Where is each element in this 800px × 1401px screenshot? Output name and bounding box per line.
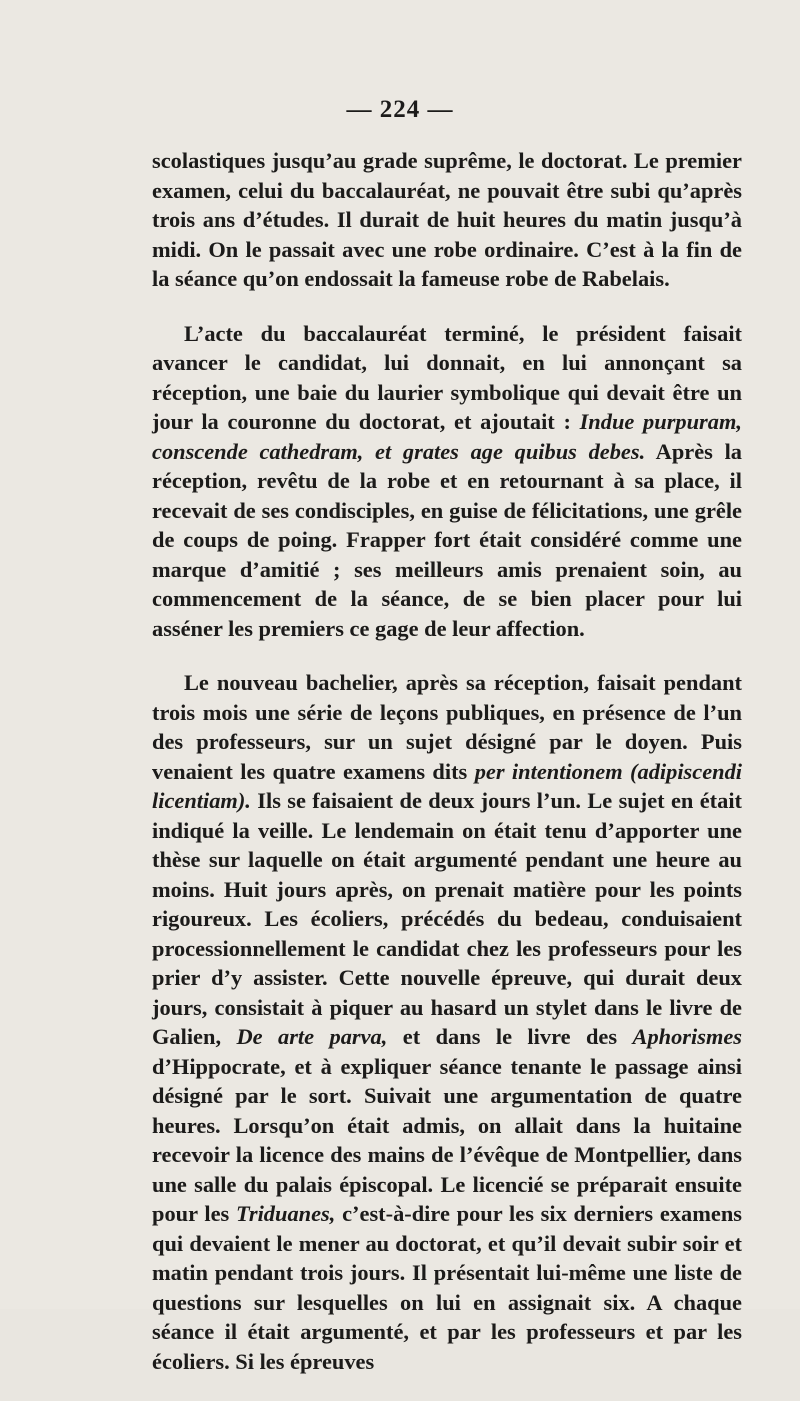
body-text bbox=[152, 146, 742, 1401]
page-number: — 224 — bbox=[346, 96, 454, 123]
paragraph-3 bbox=[152, 668, 742, 1376]
paragraph-3-text-e: c’est-à-dire pour les six derniers examens qui devaient le mener au doctorat, et qu’il devait subir soir et matin pendant trois jours. Il présentait lui-même une liste de questions sur lesquelles on lui en assignait six. A chaque séance il était argumenté, et par les professeurs et par les écoliers. Si les épreuves bbox=[152, 1201, 742, 1374]
paragraph-1 bbox=[152, 146, 742, 294]
paragraph-3-text-b: Ils se faisaient de deux jours l’un. Le sujet en était indiqué la veille. Le lendemain on était tenu d’apporter une thèse sur laquelle on était argumenté pendant une heure au moins. Huit jours après, on prenait matière pour les points rigoureux. Les écoliers, précédés du bedeau, conduisaient processionnellement le candidat chez les professeurs pour les prier d’y assister. Cette nouvelle épreuve, qui durait deux jours, consistait à piquer au hasard un stylet dans le livre de Galien, bbox=[152, 788, 742, 1049]
book-title-de-arte-parva: De arte parva, bbox=[236, 1024, 388, 1049]
latin-quote: Indue purpuram, conscende cathedram, et grates age quibus debes. bbox=[152, 409, 742, 464]
paragraph-2 bbox=[152, 319, 742, 644]
paragraph-1-text: scolastiques jusqu’au grade suprême, le doctorat. Le premier examen, celui du baccalauréat, ne pouvait être subi qu’après trois ans d’études. Il durait de huit heures du matin jusqu’à midi. On le passait avec une robe ordinaire. C’est à la fin de la séance qu’on endossait la fameuse robe de Rabelais. bbox=[152, 148, 742, 291]
paragraph-3-text-c: et dans le livre des bbox=[387, 1024, 633, 1049]
paragraph-2-text-a: L’acte du baccalauréat terminé, le président faisait avancer le candidat, lui donnait, en lui annonçant sa réception, une baie du laurier symbolique qui devait être un jour la couronne du doctorat, et ajoutait : bbox=[152, 320, 742, 434]
paragraph-3-text-d: d’Hippocrate, et à expliquer séance tenante le passage ainsi désigné par le sort. Suivait une argumentation de quatre heures. Lorsqu’on était admis, on allait dans la huitaine recevoir la licence des mains de l’évêque de Montpellier, dans une salle du palais épiscopal. Le licencié se préparait ensuite pour les bbox=[152, 1053, 742, 1226]
term-triduanes: Triduanes, bbox=[236, 1201, 336, 1226]
latin-phrase: per intentionem (adipiscendi licentiam). bbox=[152, 758, 743, 813]
book-title-aphorismes: Aphorismes bbox=[632, 1024, 743, 1049]
paragraph-2-text-b: Après la réception, revêtu de la robe et en retournant à sa place, il recevait de ses condisciples, en guise de félicitations, une grêle de coups de poing. Frapper fort était considéré comme une marque d’amitié ; ses meilleurs amis prenaient soin, au commencement de la séance, de se bien placer pour lui asséner les premiers ce gage de leur affection. bbox=[152, 438, 743, 641]
paragraph-3-text-a: Le nouveau bachelier, après sa réception, faisait pendant trois mois une série de leçons publiques, en présence de l’un des professeurs, sur un sujet désigné par le doyen. Puis venaient les quatre examens dits bbox=[152, 670, 742, 784]
